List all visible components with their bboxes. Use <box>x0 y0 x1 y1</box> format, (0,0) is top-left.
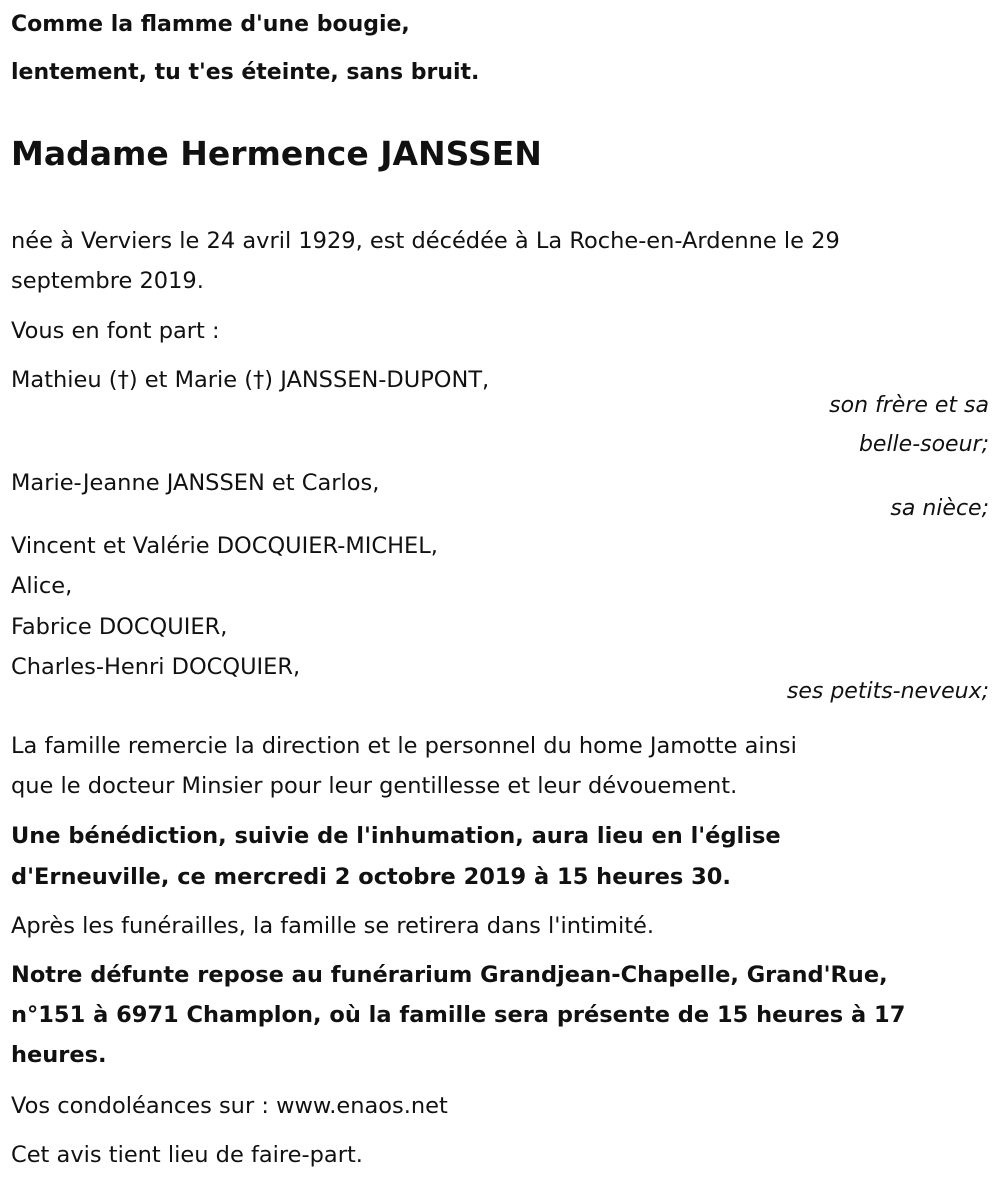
family-relation: son frère et sa <box>829 393 989 418</box>
family-relation: belle-soeur; <box>858 432 989 457</box>
family-member-name: Mathieu (†) et Marie (†) JANSSEN-DUPONT, <box>11 367 490 393</box>
condolences-text: Vos condoléances sur : www.enaos.net <box>11 1093 448 1119</box>
epigraph-line-1: Comme la flamme d'une bougie, <box>11 12 410 37</box>
thanks-line-2: que le docteur Minsier pour leur gentillesse et leur dévouement. <box>11 773 738 799</box>
after-funeral-text: Après les funérailles, la famille se retirera dans l'intimité. <box>11 913 655 939</box>
family-member-name: Marie-Jeanne JANSSEN et Carlos, <box>11 470 380 496</box>
notice-text: Cet avis tient lieu de faire-part. <box>11 1142 363 1168</box>
funerarium-line-2: n°151 à 6971 Champlon, où la famille sera présente de 15 heures à 17 <box>11 1002 906 1028</box>
family-relation: sa nièce; <box>890 496 989 521</box>
thanks-line-1: La famille remercie la direction et le personnel du home Jamotte ainsi <box>11 733 797 759</box>
family-member-name: Fabrice DOCQUIER, <box>11 614 228 640</box>
family-member-name: Alice, <box>11 573 73 599</box>
deceased-name-title: Madame Hermence JANSSEN <box>11 134 542 173</box>
epigraph-line-2: lentement, tu t'es éteinte, sans bruit. <box>11 60 480 85</box>
ceremony-line-2: d'Erneuville, ce mercredi 2 octobre 2019 à 15 heures 30. <box>11 864 731 890</box>
birth-death-line-2: septembre 2019. <box>11 268 204 294</box>
announce-text: Vous en font part : <box>11 318 220 344</box>
ceremony-line-1: Une bénédiction, suivie de l'inhumation, aura lieu en l'église <box>11 823 781 849</box>
funerarium-line-1: Notre défunte repose au funérarium Grandjean-Chapelle, Grand'Rue, <box>11 962 888 988</box>
family-relation: ses petits-neveux; <box>786 679 989 704</box>
birth-death-line-1: née à Verviers le 24 avril 1929, est décédée à La Roche-en-Ardenne le 29 <box>11 228 840 254</box>
funerarium-line-3: heures. <box>11 1042 107 1068</box>
family-member-name: Vincent et Valérie DOCQUIER-MICHEL, <box>11 533 438 559</box>
family-member-name: Charles-Henri DOCQUIER, <box>11 654 301 680</box>
